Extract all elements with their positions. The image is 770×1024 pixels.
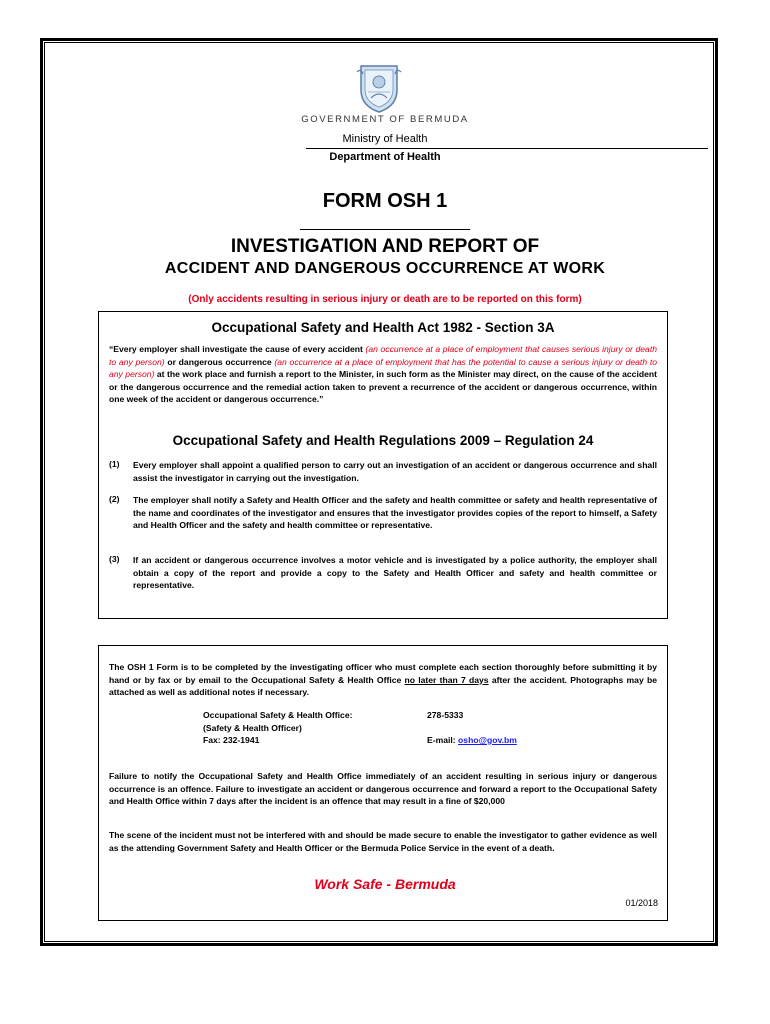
form-title-line1: INVESTIGATION AND REPORT OF: [230, 236, 540, 257]
act-paragraph: “Every employer shall investigate the cause of every accident (an occurrence at a place of employment that causes serious injury or death to any person) or dangerous occurrence (an occurrence at a place of employment that has the potential to cause a serious injury or death to any person) at the work place and furnish a report to the Minister, in such form as the Minister may direct, on the cause of the accident or the dangerous occurrence and the remedial action taken to prevent a recurrence of the accident or dangerous occurrence, within one week of the accident or dangerous occurrence.”: [109, 344, 658, 404]
regulation-number: (1): [109, 459, 120, 469]
phone-number: 278-5333: [427, 710, 464, 720]
regulation-number: (2): [109, 494, 120, 504]
government-name: GOVERNMENT OF BERMUDA: [301, 114, 469, 125]
work-safe-slogan: Work Safe - Bermuda: [314, 876, 456, 892]
regulations-heading: Occupational Safety and Health Regulations 2009 – Regulation 24: [172, 433, 594, 448]
office-name: Occupational Safety & Health Office:: [203, 710, 353, 720]
regulation-number: (3): [109, 554, 120, 564]
form-title-line2: ACCIDENT AND DANGEROUS OCCURRENCE AT WORK: [164, 260, 606, 277]
coat-of-arms-icon: [355, 62, 403, 114]
email-link[interactable]: osho@gov.bm: [458, 735, 517, 745]
title-divider: [300, 229, 470, 230]
header-divider: [306, 148, 708, 149]
offence-paragraph: Failure to notify the Occupational Safety and Health Office immediately of an accident resulting in serious injury or dangerous occurrence is an offence. Failure to investigate an accident or dangerous occurrence and forward a report to the Occupational Safety and Health Office within 7 days after the incident is an offence that may result in a fine of $20,000: [109, 771, 657, 806]
form-scope-note: (Only accidents resulting in serious injury or death are to be reported on this form): [188, 294, 582, 305]
act-heading: Occupational Safety and Health Act 1982 - Section 3A: [211, 320, 555, 335]
email-line: E-mail: osho@gov.bm: [427, 735, 517, 745]
fax-number: Fax: 232-1941: [203, 735, 260, 745]
instructions-paragraph: The OSH 1 Form is to be completed by the investigating officer who must complete each section thoroughly before submitting it by hand or by fax or by email to the Occupational Safety & Health Office no later than 7 days after the accident. Photographs may be attached as well as additional notes if necessary.: [109, 662, 657, 697]
regulation-text: Every employer shall appoint a qualified person to carry out an investigation of an accident or dangerous occurrence and shall assist the investigator in carrying out the investigation.: [133, 460, 657, 483]
regulation-text: If an accident or dangerous occurrence involves a motor vehicle and is investigated by a police authority, the employer shall obtain a copy of the report and provide a copy to the Safety and Health Officer and safety and health committee or representative.: [133, 555, 657, 590]
scene-paragraph: The scene of the incident must not be interfered with and should be made secure to enable the investigator to gather evidence as well as the attending Government Safety and Health Officer or the Bermuda Police Service in the event of a death.: [109, 830, 657, 853]
form-number: FORM OSH 1: [322, 190, 448, 212]
department-name: Department of Health: [329, 151, 441, 163]
form-date: 01/2018: [625, 898, 658, 908]
ministry-name: Ministry of Health: [342, 133, 428, 145]
office-subtitle: (Safety & Health Officer): [203, 723, 302, 733]
regulation-text: The employer shall notify a Safety and Health Officer and the safety and health committee or safety and health representative of the name and coordinates of the investigator and ensures that the investigator provides copies of the report to himself, a Safety and Health Officer and the safety and health committee or representative.: [133, 495, 657, 530]
